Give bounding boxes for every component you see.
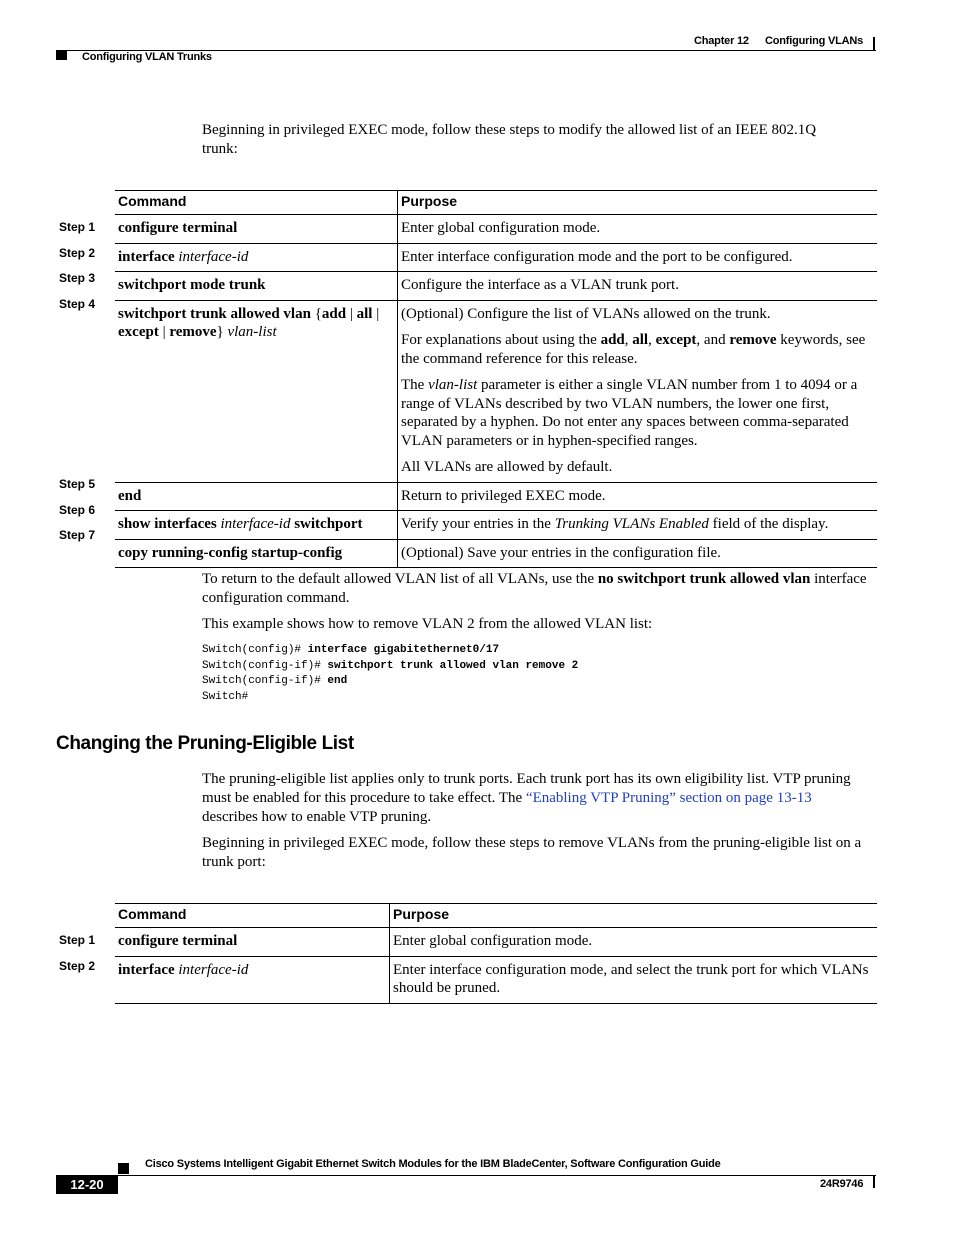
table-row bbox=[115, 928, 877, 957]
header-chapter: Chapter 12 bbox=[694, 35, 749, 47]
footer-doc-id: 24R9746 bbox=[820, 1178, 864, 1190]
table-row bbox=[115, 539, 877, 568]
table-row bbox=[115, 956, 877, 1003]
purpose-cell: (Optional) Configure the list of VLANs allowed on the trunk. For explanations about using the add, all, except, and remove keywords, see the command reference for this release. The vlan-list parameter is either a single VLAN number from 1 to 4094 or a range of VLANs described by two VLAN numbers, the lower one first, separated by a hyphen. Do not enter any spaces between comma-separated VLAN parameters or in hyphen-specified ranges. All VLANs are allowed by default. bbox=[398, 300, 878, 482]
table-row bbox=[115, 272, 877, 301]
command-table-pruning bbox=[115, 903, 877, 1004]
table-row bbox=[115, 482, 877, 511]
code-line: Switch# bbox=[202, 690, 249, 703]
purpose-cell: Enter global configuration mode. bbox=[398, 215, 878, 244]
code-line: Switch(config)# interface gigabitethernet0/17 bbox=[202, 644, 500, 656]
table-row bbox=[115, 511, 877, 540]
column-header-purpose: Purpose bbox=[390, 904, 878, 928]
code-line: Switch(config-if)# switchport trunk allowed vlan remove 2 bbox=[202, 659, 579, 672]
header-chapter-title: Configuring VLANs bbox=[765, 35, 864, 47]
step-label: Step 2 bbox=[59, 246, 96, 260]
page-number-box bbox=[56, 1175, 118, 1194]
command-cell: switchport trunk allowed vlan {add | all | except | remove} vlan-list bbox=[115, 300, 398, 482]
table-header-row bbox=[115, 904, 877, 928]
header-marker bbox=[56, 51, 67, 60]
intro-text: Beginning in privileged EXEC mode, follow these steps to modify the allowed list of an IEEE 802.1Q trunk: bbox=[202, 122, 817, 157]
table-row bbox=[115, 215, 877, 244]
footer-marker bbox=[118, 1163, 129, 1174]
after-table-text bbox=[202, 570, 872, 641]
command-cell: interface interface-id bbox=[115, 243, 398, 272]
header-tick bbox=[873, 37, 875, 50]
footer-tick bbox=[873, 1175, 875, 1188]
command-table-allowed-list bbox=[115, 190, 877, 568]
command-cell: switchport mode trunk bbox=[115, 272, 398, 301]
column-header-command: Command bbox=[115, 904, 390, 928]
column-header-command: Command bbox=[115, 191, 398, 215]
purpose-cell: (Optional) Save your entries in the configuration file. bbox=[398, 539, 878, 568]
step-label: Step 1 bbox=[59, 220, 96, 234]
table-row bbox=[115, 243, 877, 272]
table-row bbox=[115, 300, 877, 482]
step-label: Step 1 bbox=[59, 933, 96, 947]
page-number: 12-20 bbox=[70, 1177, 104, 1192]
purpose-cell: Enter interface configuration mode, and select the trunk port for which VLANs should be pruned. bbox=[390, 956, 878, 1003]
purpose-cell: Enter interface configuration mode and the port to be configured. bbox=[398, 243, 878, 272]
step-label: Step 5 bbox=[59, 477, 96, 491]
command-cell: configure terminal bbox=[115, 928, 390, 957]
purpose-cell: Return to privileged EXEC mode. bbox=[398, 482, 878, 511]
section-body bbox=[202, 770, 867, 879]
command-cell: copy running-config startup-config bbox=[115, 539, 398, 568]
purpose-cell: Configure the interface as a VLAN trunk port. bbox=[398, 272, 878, 301]
step-label: Step 3 bbox=[59, 271, 96, 285]
example-intro-paragraph: This example shows how to remove VLAN 2 from the allowed VLAN list: bbox=[202, 616, 653, 632]
footer-rule bbox=[56, 1175, 876, 1176]
step-label: Step 7 bbox=[59, 528, 96, 542]
default-allowed-paragraph: To return to the default allowed VLAN list of all VLANs, use the no switchport trunk allowed vlan interface configuration command. bbox=[202, 571, 867, 606]
step-label: Step 6 bbox=[59, 503, 96, 517]
command-cell: interface interface-id bbox=[115, 956, 390, 1003]
step-label: Step 2 bbox=[59, 959, 96, 973]
code-example bbox=[202, 643, 578, 705]
pruning-paragraph: The pruning-eligible list applies only to trunk ports. Each trunk port has its own eligibility list. VTP pruning must be enabled for this procedure to take effect. The “Enabling VTP Pruning” section on page 13-13 describes how to enable VTP pruning. bbox=[202, 771, 851, 825]
section-heading: Changing the Pruning-Eligible List bbox=[56, 733, 354, 754]
table-header-row bbox=[115, 191, 877, 215]
pruning-steps-intro: Beginning in privileged EXEC mode, follow these steps to remove VLANs from the pruning-eligible list on a trunk port: bbox=[202, 835, 862, 870]
intro-paragraph bbox=[202, 121, 832, 166]
code-line: Switch(config-if)# end bbox=[202, 675, 348, 687]
purpose-cell: Verify your entries in the Trunking VLANs Enabled field of the display. bbox=[398, 511, 878, 540]
header-section: Configuring VLAN Trunks bbox=[82, 51, 212, 63]
purpose-cell: Enter global configuration mode. bbox=[390, 928, 878, 957]
command-cell: configure terminal bbox=[115, 215, 398, 244]
step-label: Step 4 bbox=[59, 297, 96, 311]
command-cell: end bbox=[115, 482, 398, 511]
command-cell: show interfaces interface-id switchport bbox=[115, 511, 398, 540]
footer-title: Cisco Systems Intelligent Gigabit Ethernet Switch Modules for the IBM BladeCenter, Software Configuration Guide bbox=[145, 1158, 721, 1170]
column-header-purpose: Purpose bbox=[398, 191, 878, 215]
enabling-vtp-pruning-link[interactable]: “Enabling VTP Pruning” section on page 13-13 bbox=[525, 790, 812, 806]
